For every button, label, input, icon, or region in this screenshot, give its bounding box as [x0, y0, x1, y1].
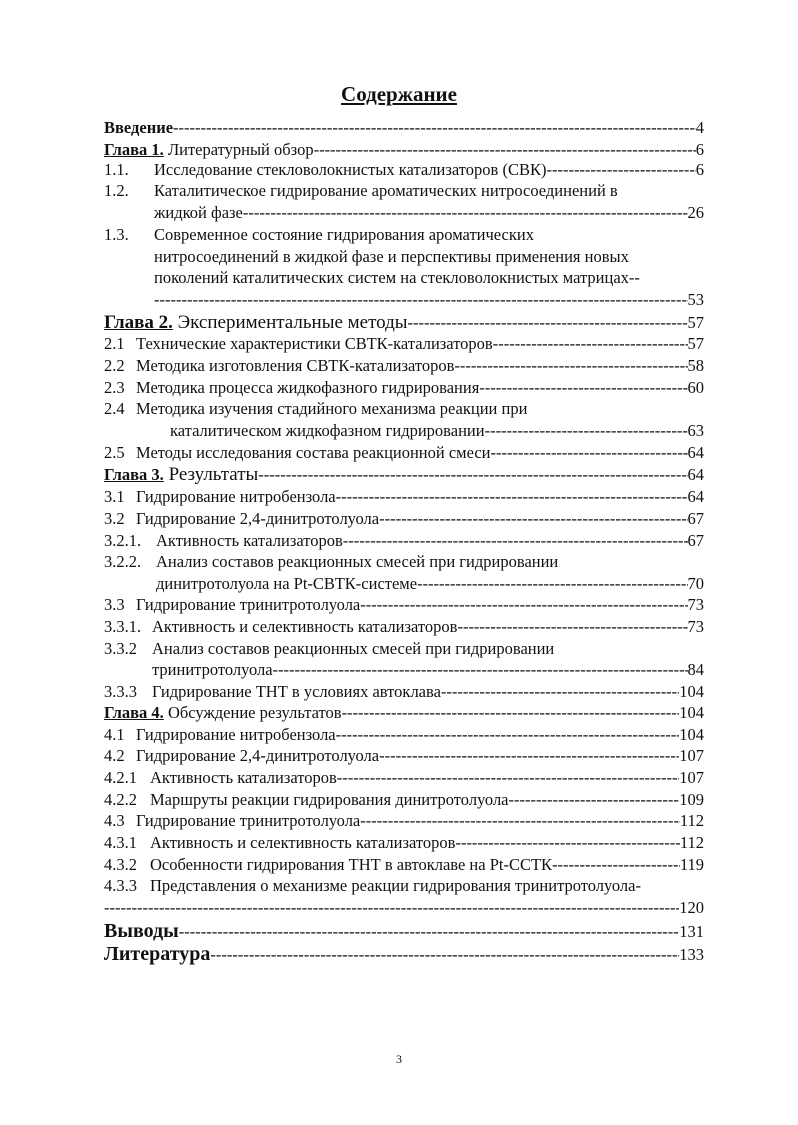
- dot-leader: [243, 202, 688, 224]
- toc-entry-number: 3.2.2.: [104, 552, 142, 571]
- toc-entry-3-2-2[interactable]: [104, 551, 704, 573]
- dot-leader: [360, 594, 687, 616]
- toc-entry-text: Методика изготовления СВТК-катализаторов: [136, 356, 455, 375]
- toc-entry-page: 133: [679, 945, 704, 964]
- toc-entry-text: Гидрирование 2,4-динитротолуола: [136, 746, 380, 765]
- dot-leader: [379, 508, 687, 530]
- toc-entry-3-2-2-cont[interactable]: [156, 573, 704, 595]
- toc-entry-page: 131: [679, 922, 704, 941]
- dot-leader: [441, 681, 679, 703]
- dot-leader: [491, 442, 688, 464]
- toc-entry-page: 64: [687, 465, 704, 484]
- toc-entry-text: Гидрирование ТНТ в условиях автоклава: [152, 682, 441, 701]
- toc-entry-page: 60: [687, 378, 704, 397]
- toc-entry-4-3[interactable]: [104, 810, 704, 832]
- toc-entry-text: Активность и селективность катализаторов: [150, 833, 456, 852]
- toc-entry-text: Активность катализаторов: [150, 768, 337, 787]
- toc-entry-text: Результаты: [163, 464, 259, 485]
- toc-entry-3-3-1[interactable]: [104, 616, 704, 638]
- dot-leader: [154, 289, 688, 311]
- toc-entry-text: Каталитическое гидрирование ароматических нитросоединений в: [154, 181, 618, 200]
- toc-entry-4-2[interactable]: [104, 745, 704, 767]
- toc-entry-number: 2.1: [104, 334, 125, 353]
- toc-entry-number: 2.4: [104, 399, 125, 418]
- toc-entry-number: 1.3.: [104, 225, 129, 244]
- dot-leader: [258, 464, 687, 486]
- toc-entry-text: Активность и селективность катализаторов: [152, 617, 458, 636]
- dot-leader: [408, 312, 688, 334]
- toc-entry-page: 58: [687, 356, 704, 375]
- toc-entry-page: 67: [687, 531, 704, 550]
- toc-entry-number: 2.3: [104, 378, 125, 397]
- toc-entry-text: Методика изучения стадийного механизма реакции при: [136, 399, 528, 418]
- toc-entry-text-continued: жидкой фазе: [154, 203, 243, 222]
- toc-entry-3-1[interactable]: [104, 486, 704, 508]
- dot-leader: [493, 333, 688, 355]
- toc-entry-number: 4.2.2: [104, 790, 137, 809]
- toc-entry-page: 53: [687, 290, 704, 309]
- toc-entry-text: Методика процесса жидкофазного гидрирования: [136, 378, 480, 397]
- toc-entry-page: 84: [687, 660, 704, 679]
- toc-entry-4-1[interactable]: [104, 724, 704, 746]
- toc-entry-number: 4.3.2: [104, 855, 137, 874]
- toc-entry-page: 6: [695, 140, 704, 159]
- dot-leader: [479, 377, 687, 399]
- toc-entry-text-continued: тринитротолуола: [152, 660, 273, 679]
- toc-entry-page: 64: [687, 443, 704, 462]
- toc-entry-references[interactable]: [104, 942, 704, 966]
- toc-entry-page: 57: [687, 334, 704, 353]
- toc-entry-4-2-1[interactable]: [104, 767, 704, 789]
- toc-entry-text: Активность катализаторов: [156, 531, 343, 550]
- toc-chapter-label: Глава 3.: [104, 465, 164, 484]
- toc-entry-text: Методы исследования состава реакционной смеси: [136, 443, 491, 462]
- toc-entry-text-continued: поколений каталитических систем на стекловолокнистых матрицах--: [154, 268, 640, 287]
- toc-entry-2-4[interactable]: [104, 398, 704, 420]
- dot-leader: [314, 139, 696, 161]
- toc-entry-number: 4.3: [104, 811, 125, 830]
- toc-entry-chapter-4[interactable]: [104, 702, 704, 724]
- toc-entry-page: 104: [679, 682, 704, 701]
- toc-entry-text: Гидрирование нитробензола: [136, 725, 336, 744]
- toc-entry-2-1[interactable]: [104, 333, 704, 355]
- toc-entry-page: 119: [679, 855, 704, 874]
- toc-entry-chapter-1[interactable]: [104, 139, 704, 161]
- toc-entry-1-3-cont1[interactable]: [154, 246, 704, 268]
- toc-entry-3-3-2[interactable]: [104, 638, 704, 660]
- dot-leader: [360, 810, 680, 832]
- toc-entry-number: 2.2: [104, 356, 125, 375]
- toc-entry-number: 4.2: [104, 746, 125, 765]
- toc-entry-number: 1.1.: [104, 160, 129, 179]
- toc-entry-4-3-3-cont[interactable]: [104, 897, 704, 919]
- toc-entry-text: Анализ составов реакционных смесей при гидрировании: [156, 552, 559, 571]
- toc-entry-text: Гидрирование 2,4-динитротолуола: [136, 509, 380, 528]
- toc-entry-number: 3.2.1.: [104, 531, 142, 550]
- dot-leader: [552, 854, 680, 876]
- toc-entry-number: 3.3: [104, 595, 125, 614]
- dot-leader: [173, 117, 696, 139]
- dot-leader: [546, 159, 695, 181]
- dot-leader: [336, 486, 688, 508]
- toc-entry-page: 64: [687, 487, 704, 506]
- toc-entry-page: 109: [679, 790, 704, 809]
- toc-entry-page: 6: [695, 160, 704, 179]
- toc-entry-4-2-2[interactable]: [104, 789, 704, 811]
- toc-entry-text: Введение: [104, 118, 174, 137]
- dot-leader: [343, 530, 688, 552]
- toc-entry-text: Анализ составов реакционных смесей при гидрировании: [152, 639, 555, 658]
- dot-leader: [179, 920, 679, 943]
- toc-entry-number: 3.2: [104, 509, 125, 528]
- toc-entry-3-3[interactable]: [104, 594, 704, 616]
- toc-entry-4-3-1[interactable]: [104, 832, 704, 854]
- toc-entry-2-2[interactable]: [104, 355, 704, 377]
- page-number: 3: [396, 1052, 402, 1066]
- toc-entry-text: Особенности гидрирования ТНТ в автоклаве на Pt-ССТК: [150, 855, 553, 874]
- dot-leader: [454, 355, 687, 377]
- toc-entry-page: 120: [679, 898, 704, 917]
- toc-entry-page: 26: [687, 203, 704, 222]
- toc-chapter-label: Глава 1.: [104, 140, 164, 159]
- toc-entry-text: Представления о механизме реакции гидрирования тринитротолуола-: [150, 876, 641, 895]
- toc-entry-text: Гидрирование нитробензола: [136, 487, 336, 506]
- toc-entry-page: 112: [679, 811, 704, 830]
- dot-leader: [342, 702, 680, 724]
- dot-leader: [509, 789, 680, 811]
- toc-entry-page: 104: [679, 725, 704, 744]
- dot-leader: [455, 832, 679, 854]
- toc-entry-number: 4.1: [104, 725, 125, 744]
- toc-entry-page: 112: [679, 833, 704, 852]
- toc-entry-3-2-1[interactable]: [104, 530, 704, 552]
- toc-entry-3-3-3[interactable]: [104, 681, 704, 703]
- toc-entry-chapter-3[interactable]: [104, 464, 704, 486]
- page-title: Содержание: [341, 82, 457, 106]
- dot-leader: [337, 767, 679, 789]
- toc-entry-number: 3.1: [104, 487, 125, 506]
- toc-entry-intro[interactable]: [104, 117, 704, 139]
- toc-entry-text: Маршруты реакции гидрирования динитротолуола: [150, 790, 509, 809]
- toc-entry-text-continued: динитротолуола на Pt-СВТК-системе: [156, 574, 418, 593]
- dot-leader: [104, 897, 679, 919]
- dot-leader: [273, 659, 688, 681]
- toc-entry-number: 3.3.2: [104, 639, 137, 658]
- toc-entry-text-continued: каталитическом жидкофазном гидрировании: [170, 421, 485, 440]
- toc-entry-4-3-3[interactable]: [104, 875, 704, 897]
- toc-entry-text: Литературный обзор: [163, 140, 314, 159]
- toc-entry-page: 70: [687, 574, 704, 593]
- toc-entry-page: 63: [687, 421, 704, 440]
- toc-chapter-label: Глава 2.: [104, 312, 173, 333]
- toc-entry-text: Обсуждение результатов: [163, 703, 342, 722]
- toc-entry-1-1[interactable]: [104, 159, 704, 181]
- toc-entry-conclusions[interactable]: [104, 919, 704, 943]
- toc-entry-text: Выводы: [104, 920, 179, 942]
- toc-entry-number: 4.3.3: [104, 876, 137, 895]
- toc-entry-2-4-cont[interactable]: [170, 420, 704, 442]
- toc-entry-page: 107: [679, 768, 704, 787]
- toc-entry-number: 2.5: [104, 443, 125, 462]
- toc-entry-1-2-cont[interactable]: [154, 202, 704, 224]
- toc-entry-number: 3.3.1.: [104, 617, 142, 636]
- toc-entry-page: 104: [679, 703, 704, 722]
- toc-entry-number: 1.2.: [104, 181, 129, 200]
- dot-leader: [457, 616, 687, 638]
- dot-leader: [485, 420, 688, 442]
- toc-entry-1-3[interactable]: [104, 224, 704, 246]
- toc-chapter-label: Глава 4.: [104, 703, 164, 722]
- toc-entry-2-5[interactable]: [104, 442, 704, 464]
- toc-entry-1-2[interactable]: [104, 180, 704, 202]
- toc-entry-4-3-2[interactable]: [104, 854, 704, 876]
- toc-entry-3-3-2-cont[interactable]: [152, 659, 704, 681]
- toc-entry-text: Исследование стекловолокнистых катализаторов (СВК): [154, 160, 547, 179]
- toc-entry-number: 3.3.3: [104, 682, 137, 701]
- toc-entry-text: Экспериментальные методы: [172, 312, 408, 333]
- dot-leader: [210, 943, 679, 966]
- dot-leader: [417, 573, 687, 595]
- toc-entry-page: 73: [687, 617, 704, 636]
- toc-entry-text: Литература: [104, 943, 211, 965]
- toc-entry-page: 57: [687, 313, 704, 332]
- toc-entry-text-continued: нитросоединений в жидкой фазе и перспективы применения новых: [154, 247, 629, 266]
- toc-entry-page: 67: [687, 509, 704, 528]
- toc-entry-text: Гидрирование тринитротолуола: [136, 595, 361, 614]
- toc-entry-text: Технические характеристики СВТК-катализаторов: [136, 334, 493, 353]
- toc-entry-text: Гидрирование тринитротолуола: [136, 811, 361, 830]
- toc-entry-text: Современное состояние гидрирования ароматических: [154, 225, 534, 244]
- toc-entry-1-3-cont3[interactable]: [154, 289, 704, 311]
- toc-entry-number: 4.2.1: [104, 768, 137, 787]
- toc-entry-page: 107: [679, 746, 704, 765]
- toc-entry-page: 73: [687, 595, 704, 614]
- toc-entry-3-2[interactable]: [104, 508, 704, 530]
- toc-entry-number: 4.3.1: [104, 833, 137, 852]
- toc-entry-page: 4: [695, 118, 704, 137]
- toc-entry-1-3-cont2[interactable]: [154, 267, 704, 289]
- dot-leader: [379, 745, 679, 767]
- dot-leader: [336, 724, 680, 746]
- toc-entry-2-3[interactable]: [104, 377, 704, 399]
- toc-entry-chapter-2[interactable]: [104, 312, 704, 334]
